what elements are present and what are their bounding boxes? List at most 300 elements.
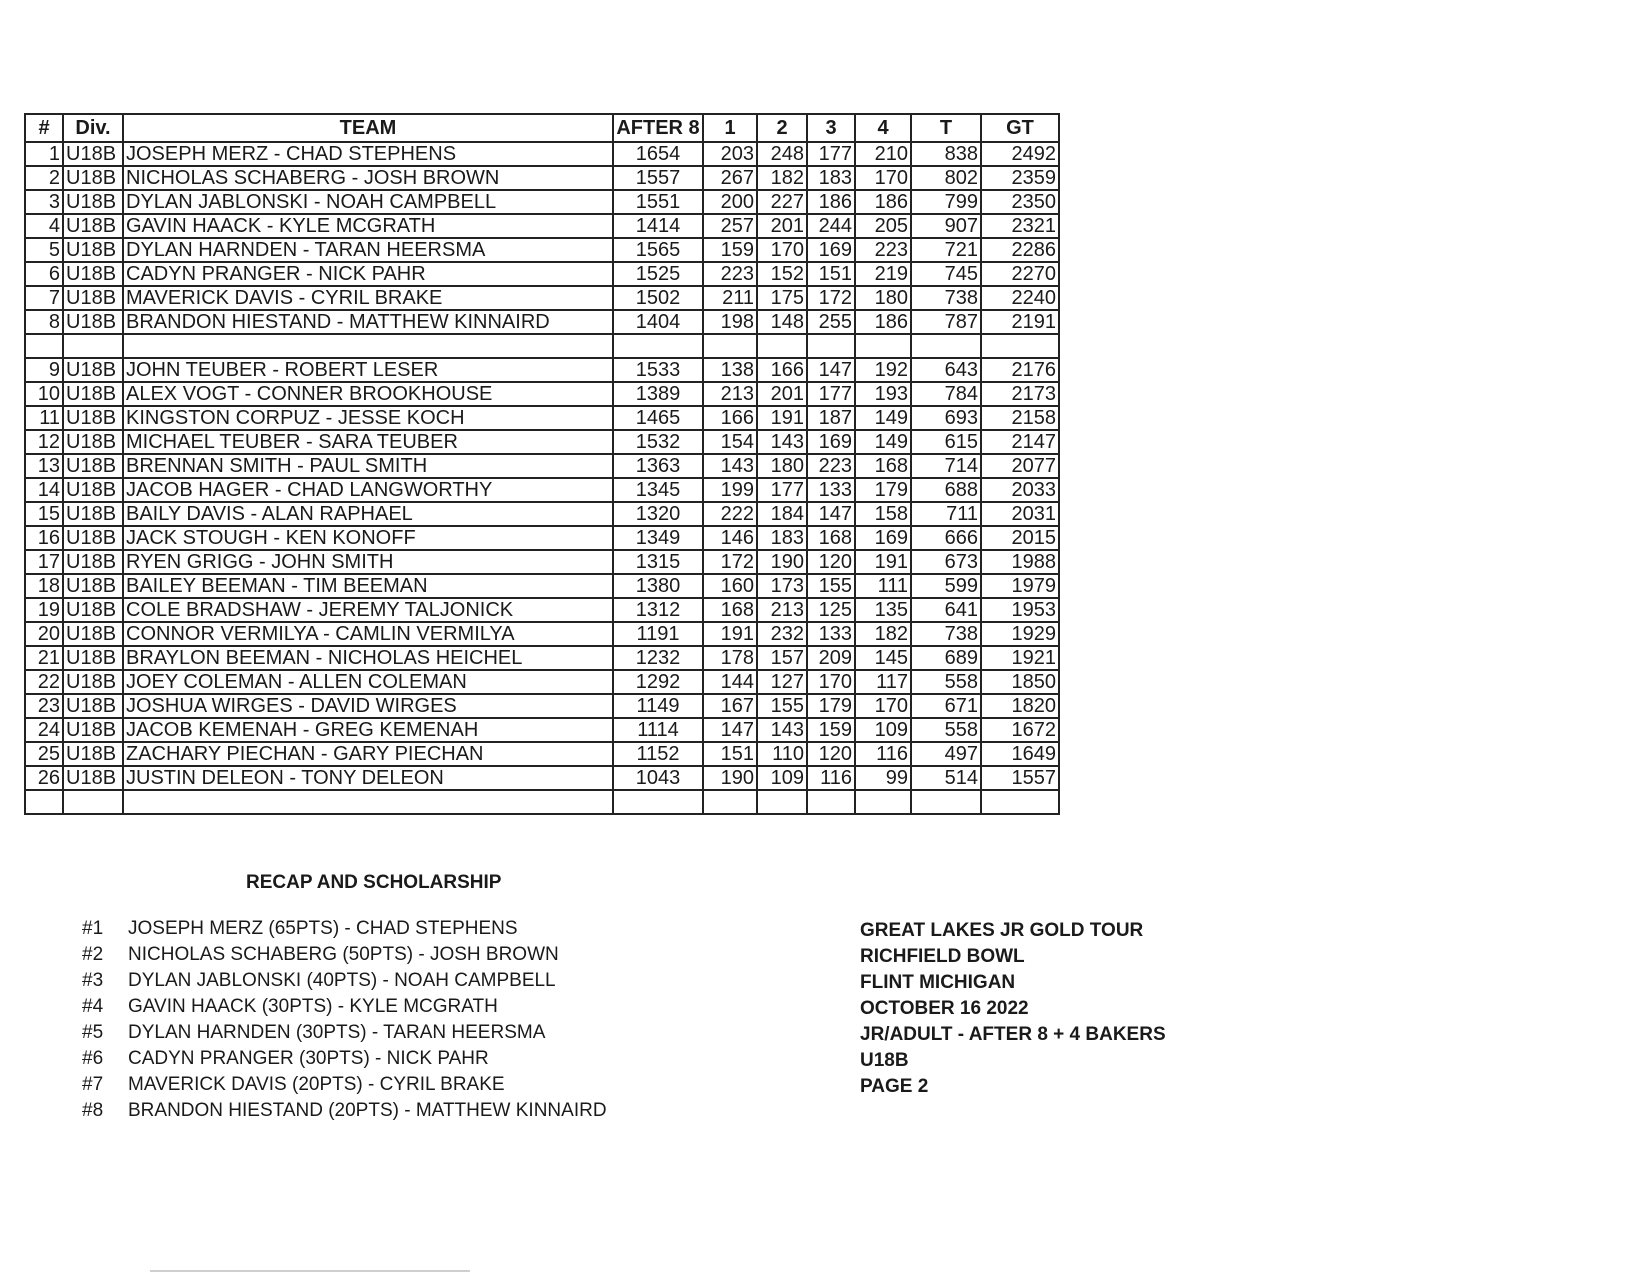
table-cell: 145 [855, 646, 911, 670]
table-cell: 714 [911, 454, 981, 478]
table-cell: 186 [807, 190, 855, 214]
table-cell: NICHOLAS SCHABERG - JOSH BROWN [123, 166, 613, 190]
table-body [25, 142, 1059, 814]
table-cell: 26 [25, 766, 63, 790]
blank-cell [757, 334, 807, 358]
table-cell: U18B [63, 622, 123, 646]
table-cell: 641 [911, 598, 981, 622]
table-cell: 671 [911, 694, 981, 718]
table-cell: 146 [703, 526, 757, 550]
table-cell: 1043 [613, 766, 703, 790]
table-row [25, 190, 1059, 214]
table-cell: U18B [63, 382, 123, 406]
table-cell: 689 [911, 646, 981, 670]
table-cell: 1149 [613, 694, 703, 718]
table-cell: 3 [25, 190, 63, 214]
table-cell: 2350 [981, 190, 1059, 214]
table-cell: 201 [757, 382, 807, 406]
table-cell: 180 [757, 454, 807, 478]
recap-item [82, 970, 607, 996]
table-cell: 721 [911, 238, 981, 262]
recap-rank: #2 [82, 944, 104, 965]
table-cell: 191 [855, 550, 911, 574]
table-cell: 13 [25, 454, 63, 478]
table-cell: 147 [703, 718, 757, 742]
blank-cell [613, 790, 703, 814]
table-cell: 267 [703, 166, 757, 190]
table-cell: U18B [63, 310, 123, 334]
table-cell: 192 [855, 358, 911, 382]
table-row [25, 286, 1059, 310]
table-cell: U18B [63, 214, 123, 238]
table-cell: MICHAEL TEUBER - SARA TEUBER [123, 430, 613, 454]
table-cell: 643 [911, 358, 981, 382]
table-cell: 17 [25, 550, 63, 574]
table-cell: U18B [63, 574, 123, 598]
table-cell: 738 [911, 622, 981, 646]
blank-cell [911, 334, 981, 358]
table-cell: 116 [855, 742, 911, 766]
blank-row [25, 334, 1059, 358]
column-header: 3 [807, 114, 855, 142]
table-cell: 1551 [613, 190, 703, 214]
recap-text: NICHOLAS SCHABERG (50PTS) - JOSH BROWN [128, 944, 559, 965]
table-cell: 615 [911, 430, 981, 454]
recap-item [82, 1074, 607, 1100]
table-cell: 143 [703, 454, 757, 478]
table-cell: 4 [25, 214, 63, 238]
table-cell: 25 [25, 742, 63, 766]
table-row [25, 718, 1059, 742]
table-cell: JOEY COLEMAN - ALLEN COLEMAN [123, 670, 613, 694]
event-info-line: JR/ADULT - AFTER 8 + 4 BAKERS [860, 1024, 1166, 1045]
table-cell: 109 [757, 766, 807, 790]
table-cell: 11 [25, 406, 63, 430]
table-cell: U18B [63, 478, 123, 502]
table-cell: 191 [703, 622, 757, 646]
table-cell: 170 [807, 670, 855, 694]
table-cell: 1363 [613, 454, 703, 478]
recap-rank: #8 [82, 1100, 104, 1121]
blank-row [25, 790, 1059, 814]
table-cell: 178 [703, 646, 757, 670]
table-cell: 160 [703, 574, 757, 598]
table-row [25, 646, 1059, 670]
table-row [25, 358, 1059, 382]
standings-table [24, 113, 1060, 815]
table-cell: 15 [25, 502, 63, 526]
table-row [25, 238, 1059, 262]
table-row [25, 166, 1059, 190]
table-cell: 20 [25, 622, 63, 646]
table-cell: 190 [703, 766, 757, 790]
table-cell: 2321 [981, 214, 1059, 238]
table-cell: JACK STOUGH - KEN KONOFF [123, 526, 613, 550]
table-cell: U18B [63, 430, 123, 454]
table-cell: 514 [911, 766, 981, 790]
table-cell: 666 [911, 526, 981, 550]
table-cell: 223 [807, 454, 855, 478]
table-cell: CADYN PRANGER - NICK PAHR [123, 262, 613, 286]
table-cell: 173 [757, 574, 807, 598]
table-cell: 745 [911, 262, 981, 286]
table-cell: 199 [703, 478, 757, 502]
blank-cell [757, 790, 807, 814]
table-cell: 799 [911, 190, 981, 214]
table-cell: 497 [911, 742, 981, 766]
table-row [25, 214, 1059, 238]
table-cell: 143 [757, 430, 807, 454]
table-cell: 2359 [981, 166, 1059, 190]
table-cell: 209 [807, 646, 855, 670]
table-cell: 168 [703, 598, 757, 622]
table-cell: BAILEY BEEMAN - TIM BEEMAN [123, 574, 613, 598]
table-cell: 1649 [981, 742, 1059, 766]
table-cell: 167 [703, 694, 757, 718]
table-cell: 148 [757, 310, 807, 334]
blank-cell [123, 790, 613, 814]
table-row [25, 430, 1059, 454]
table-cell: 168 [855, 454, 911, 478]
table-cell: 558 [911, 718, 981, 742]
table-cell: 558 [911, 670, 981, 694]
table-cell: 2286 [981, 238, 1059, 262]
table-cell: 1979 [981, 574, 1059, 598]
table-cell: U18B [63, 142, 123, 166]
event-info-line: OCTOBER 16 2022 [860, 998, 1029, 1019]
table-cell: 1465 [613, 406, 703, 430]
blank-cell [807, 790, 855, 814]
table-cell: 22 [25, 670, 63, 694]
table-cell: 157 [757, 646, 807, 670]
recap-text: BRANDON HIESTAND (20PTS) - MATTHEW KINNAIRD [128, 1100, 607, 1121]
table-row [25, 574, 1059, 598]
table-row [25, 142, 1059, 166]
blank-cell [703, 790, 757, 814]
table-cell: 183 [757, 526, 807, 550]
table-cell: U18B [63, 742, 123, 766]
table-cell: 1533 [613, 358, 703, 382]
blank-cell [63, 790, 123, 814]
table-cell: 170 [855, 166, 911, 190]
blank-cell [855, 790, 911, 814]
table-cell: 127 [757, 670, 807, 694]
table-cell: 802 [911, 166, 981, 190]
table-cell: BAILY DAVIS - ALAN RAPHAEL [123, 502, 613, 526]
table-cell: 1 [25, 142, 63, 166]
recap-text: DYLAN HARNDEN (30PTS) - TARAN HEERSMA [128, 1022, 546, 1043]
table-cell: 190 [757, 550, 807, 574]
table-cell: 155 [757, 694, 807, 718]
blank-cell [25, 334, 63, 358]
column-header: Div. [63, 114, 123, 142]
recap-title: RECAP AND SCHOLARSHIP [246, 872, 502, 893]
table-cell: 223 [855, 238, 911, 262]
table-cell: 1315 [613, 550, 703, 574]
table-cell: 2015 [981, 526, 1059, 550]
table-cell: 599 [911, 574, 981, 598]
table-cell: 182 [757, 166, 807, 190]
table-cell: 16 [25, 526, 63, 550]
table-cell: 166 [703, 406, 757, 430]
table-cell: 151 [703, 742, 757, 766]
table-cell: 2033 [981, 478, 1059, 502]
column-header: TEAM [123, 114, 613, 142]
event-info-line: FLINT MICHIGAN [860, 972, 1016, 993]
table-cell: 12 [25, 430, 63, 454]
table-cell: GAVIN HAACK - KYLE MCGRATH [123, 214, 613, 238]
table-row [25, 406, 1059, 430]
table-cell: 1320 [613, 502, 703, 526]
table-cell: U18B [63, 646, 123, 670]
table-cell: 10 [25, 382, 63, 406]
table-cell: 172 [703, 550, 757, 574]
table-cell: 133 [807, 622, 855, 646]
recap-rank: #5 [82, 1022, 104, 1043]
event-info-line: RICHFIELD BOWL [860, 946, 1025, 967]
table-cell: JOHN TEUBER - ROBERT LESER [123, 358, 613, 382]
blank-cell [63, 334, 123, 358]
table-cell: 2147 [981, 430, 1059, 454]
table-cell: 244 [807, 214, 855, 238]
table-cell: 155 [807, 574, 855, 598]
recap-item [82, 944, 607, 970]
table-cell: 201 [757, 214, 807, 238]
table-cell: BRANDON HIESTAND - MATTHEW KINNAIRD [123, 310, 613, 334]
recap-item [82, 996, 607, 1022]
table-cell: 1191 [613, 622, 703, 646]
recap-text: DYLAN JABLONSKI (40PTS) - NOAH CAMPBELL [128, 970, 556, 991]
table-cell: 120 [807, 550, 855, 574]
table-cell: 147 [807, 502, 855, 526]
table-cell: JUSTIN DELEON - TONY DELEON [123, 766, 613, 790]
recap-text: GAVIN HAACK (30PTS) - KYLE MCGRATH [128, 996, 498, 1017]
recap-rank: #4 [82, 996, 104, 1017]
table-row [25, 526, 1059, 550]
table-row [25, 598, 1059, 622]
table-cell: 1953 [981, 598, 1059, 622]
table-cell: ALEX VOGT - CONNER BROOKHOUSE [123, 382, 613, 406]
table-row [25, 382, 1059, 406]
table-cell: 5 [25, 238, 63, 262]
table-cell: 186 [855, 190, 911, 214]
table-row [25, 694, 1059, 718]
table-cell: U18B [63, 262, 123, 286]
blank-cell [613, 334, 703, 358]
table-cell: 223 [703, 262, 757, 286]
table-cell: 172 [807, 286, 855, 310]
table-cell: 1929 [981, 622, 1059, 646]
event-info [860, 920, 1166, 1102]
table-cell: 1404 [613, 310, 703, 334]
table-cell: MAVERICK DAVIS - CYRIL BRAKE [123, 286, 613, 310]
table-cell: 14 [25, 478, 63, 502]
blank-cell [25, 790, 63, 814]
table-cell: 18 [25, 574, 63, 598]
table-cell: 179 [855, 478, 911, 502]
table-cell: 211 [703, 286, 757, 310]
table-cell: 2031 [981, 502, 1059, 526]
table-cell: 2191 [981, 310, 1059, 334]
table-cell: BRAYLON BEEMAN - NICHOLAS HEICHEL [123, 646, 613, 670]
table-cell: 784 [911, 382, 981, 406]
table-cell: 1380 [613, 574, 703, 598]
table-cell: 177 [807, 382, 855, 406]
recap-text: MAVERICK DAVIS (20PTS) - CYRIL BRAKE [128, 1074, 505, 1095]
table-cell: 177 [757, 478, 807, 502]
recap-text: JOSEPH MERZ (65PTS) - CHAD STEPHENS [128, 918, 518, 939]
table-cell: CONNOR VERMILYA - CAMLIN VERMILYA [123, 622, 613, 646]
table-cell: 19 [25, 598, 63, 622]
table-cell: 2176 [981, 358, 1059, 382]
table-cell: 24 [25, 718, 63, 742]
table-cell: 1532 [613, 430, 703, 454]
table-cell: 738 [911, 286, 981, 310]
table-row [25, 622, 1059, 646]
table-cell: 1349 [613, 526, 703, 550]
blank-cell [123, 334, 613, 358]
table-cell: 158 [855, 502, 911, 526]
table-cell: 116 [807, 766, 855, 790]
table-cell: 1921 [981, 646, 1059, 670]
table-cell: 120 [807, 742, 855, 766]
table-cell: 838 [911, 142, 981, 166]
table-cell: U18B [63, 286, 123, 310]
table-cell: 219 [855, 262, 911, 286]
event-info-line: GREAT LAKES JR GOLD TOUR [860, 920, 1144, 941]
table-cell: 1565 [613, 238, 703, 262]
table-cell: 23 [25, 694, 63, 718]
table-cell: 154 [703, 430, 757, 454]
table-cell: U18B [63, 454, 123, 478]
table-cell: 1672 [981, 718, 1059, 742]
blank-cell [855, 334, 911, 358]
table-cell: 179 [807, 694, 855, 718]
table-cell: 144 [703, 670, 757, 694]
table-cell: 1820 [981, 694, 1059, 718]
event-info-line: PAGE 2 [860, 1076, 929, 1097]
table-cell: 183 [807, 166, 855, 190]
scan-artifact-line [150, 1270, 470, 1272]
recap-list [82, 918, 607, 1126]
table-cell: 109 [855, 718, 911, 742]
blank-cell [807, 334, 855, 358]
table-cell: 184 [757, 502, 807, 526]
table-cell: 135 [855, 598, 911, 622]
table-cell: 2077 [981, 454, 1059, 478]
table-cell: 1414 [613, 214, 703, 238]
table-cell: 166 [757, 358, 807, 382]
table-cell: 193 [855, 382, 911, 406]
table-cell: 187 [807, 406, 855, 430]
table-cell: U18B [63, 190, 123, 214]
table-cell: 2492 [981, 142, 1059, 166]
table-cell: 117 [855, 670, 911, 694]
table-cell: U18B [63, 694, 123, 718]
column-header: 2 [757, 114, 807, 142]
table-cell: U18B [63, 238, 123, 262]
table-cell: 1114 [613, 718, 703, 742]
table-cell: 143 [757, 718, 807, 742]
table-cell: 182 [855, 622, 911, 646]
table-cell: 222 [703, 502, 757, 526]
table-cell: 1988 [981, 550, 1059, 574]
recap-rank: #7 [82, 1074, 104, 1095]
table-cell: 169 [855, 526, 911, 550]
table-cell: U18B [63, 766, 123, 790]
table-cell: 8 [25, 310, 63, 334]
recap-rank: #1 [82, 918, 104, 939]
table-cell: 198 [703, 310, 757, 334]
table-cell: 151 [807, 262, 855, 286]
table-cell: 787 [911, 310, 981, 334]
blank-cell [981, 334, 1059, 358]
table-cell: 232 [757, 622, 807, 646]
table-cell: 21 [25, 646, 63, 670]
column-header: 1 [703, 114, 757, 142]
table-cell: 1232 [613, 646, 703, 670]
table-cell: JOSHUA WIRGES - DAVID WIRGES [123, 694, 613, 718]
recap-rank: #6 [82, 1048, 104, 1069]
table-row [25, 262, 1059, 286]
blank-cell [981, 790, 1059, 814]
table-cell: 907 [911, 214, 981, 238]
table-cell: U18B [63, 358, 123, 382]
table-cell: 1654 [613, 142, 703, 166]
blank-cell [703, 334, 757, 358]
recap-item [82, 1022, 607, 1048]
table-cell: U18B [63, 166, 123, 190]
table-cell: 2 [25, 166, 63, 190]
table-cell: 149 [855, 430, 911, 454]
table-cell: 205 [855, 214, 911, 238]
table-cell: 152 [757, 262, 807, 286]
table-cell: 170 [855, 694, 911, 718]
table-cell: 159 [807, 718, 855, 742]
table-cell: U18B [63, 550, 123, 574]
table-cell: ZACHARY PIECHAN - GARY PIECHAN [123, 742, 613, 766]
table-cell: 2270 [981, 262, 1059, 286]
table-cell: 1557 [613, 166, 703, 190]
table-cell: 191 [757, 406, 807, 430]
table-cell: 9 [25, 358, 63, 382]
table-cell: 2173 [981, 382, 1059, 406]
table-cell: 200 [703, 190, 757, 214]
recap-item [82, 918, 607, 944]
table-cell: RYEN GRIGG - JOHN SMITH [123, 550, 613, 574]
table-cell: 248 [757, 142, 807, 166]
table-cell: 1389 [613, 382, 703, 406]
table-cell: 2158 [981, 406, 1059, 430]
table-cell: 213 [703, 382, 757, 406]
table-row [25, 742, 1059, 766]
table-cell: 169 [807, 238, 855, 262]
table-cell: 133 [807, 478, 855, 502]
table-cell: 7 [25, 286, 63, 310]
table-cell: 138 [703, 358, 757, 382]
recap-item [82, 1048, 607, 1074]
table-row [25, 310, 1059, 334]
table-cell: 688 [911, 478, 981, 502]
table-cell: 711 [911, 502, 981, 526]
table-cell: 1502 [613, 286, 703, 310]
table-cell: 1850 [981, 670, 1059, 694]
table-cell: DYLAN HARNDEN - TARAN HEERSMA [123, 238, 613, 262]
table-cell: 175 [757, 286, 807, 310]
column-header: T [911, 114, 981, 142]
table-cell: U18B [63, 526, 123, 550]
table-cell: U18B [63, 718, 123, 742]
